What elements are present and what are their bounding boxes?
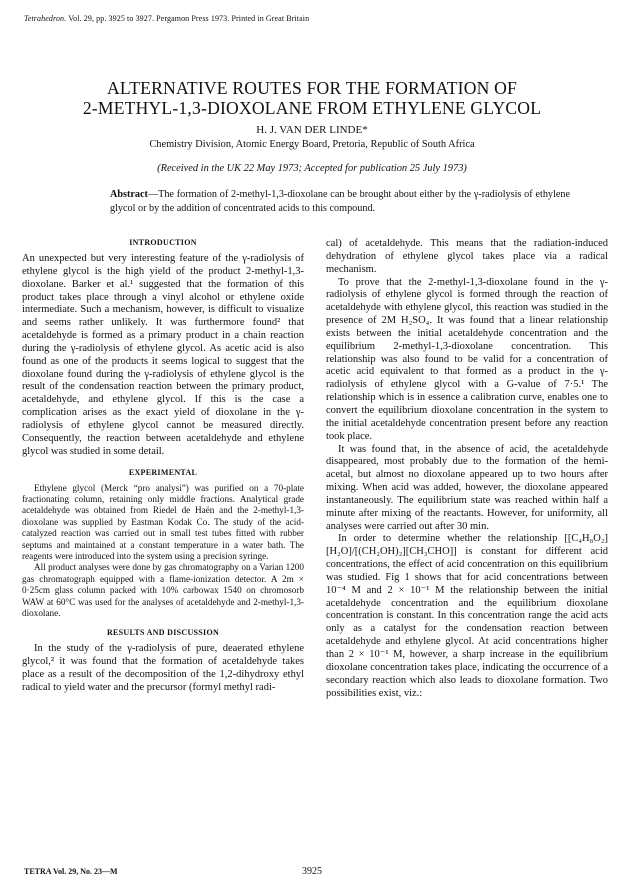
introduction-heading: INTRODUCTION: [129, 238, 197, 247]
experimental-heading: EXPERIMENTAL: [128, 467, 198, 477]
title-line-1: ALTERNATIVE ROUTES FOR THE FORMATION OF: [106, 78, 518, 98]
results-paragraph-3: It was found that, in the absence of acid, the acetaldehyde disappeared, most probably due to the formation of the hemi-acetal, but almost no dioxolane appeared up to two hours after mixing. When acid was added, however, the dioxolane appeared instantaneously. The equilibrium state was reached within half a minute after mixing of the reactants. However, for uniformity, all analyses were carried out after 30 min.: [326, 443, 608, 532]
experimental-paragraph-2: All product analyses were done by gas chromatography on a Varian 1200 gas chromatograph equipped with a flame-ionization detector. A 2m × 0·25cm glass column packed with 10% carbowax 1540 on chromosorb WAW at 60°C was used for the analyses of acetaldehyde and 2-methyl-1,3-dioxolane.: [22, 562, 304, 618]
results-paragraph-4: In order to determine whether the relationship [[C₄H₈O₂][H₂O]/[(CH₂OH)₂][CH₃CHO]] is constant for different acid concentrations, the effect of acid concentration on this equilibrium was studied. Fig 1 shows that for acid concentrations between 10⁻⁴ M and 2 × 10⁻¹ M the relationship between the initial acetaldehyde concentration and the equilibrium dioxolane concentration is constant. In this concentration range the acid acts only as a catalyst for the condensation reaction between acetaldehyde and ethylene glycol. At acid concentrations higher than 2 × 10⁻¹ M, however, a sharp increase in the equilibrium dioxolane concentration takes place, indicating the occurrence of a secondary reaction which also leads to dioxolane formation. Two possibilities exist, viz.:: [326, 533, 608, 699]
results-paragraph-1-start: In the study of the γ-radiolysis of pure, deaerated ethylene glycol,² it was found that the formation of acetaldehyde takes place as a result of the decomposition of the 1,2-dihydroxy ethyl radical to yield water and the precursor (formyl methyl radi-: [22, 643, 304, 693]
abstract-label: Abstract: [110, 189, 148, 200]
abstract: [110, 188, 570, 215]
left-column: [22, 238, 304, 695]
introduction-paragraph: An unexpected but very interesting feature of the γ-radiolysis of ethylene glycol is the high yield of the product 2-methyl-1,3-dioxolane. Barker et al.¹ suggested that the formation of this product takes place through a vinyl alcohol or ethylene oxide intermediate. Such a mechanism, however, is difficult to visualize and seems rather unlikely. It was furthermore found² that acetaldehyde is formed as a primary product in a chain reaction during the γ-radiolysis of ethylene glycol. As acetic acid is also found as one of the products it seems logical to suggest that the dioxolane found during the γ-radiolysis of ethylene glycol is the result of the condensation reaction between the primary product, acetaldehyde, and ethylene glycol. If this is the case a complication arises as the exact yield of dioxolane in the γ-radiolysis of ethylene glycol cannot be measured directly. Consequently, the reaction between acetaldehyde and ethylene glycol was studied in some detail.: [22, 253, 304, 457]
experimental-paragraph-1: Ethylene glycol (Merck “pro analysi”) was purified on a 70-plate fractionating column, retaining only middle fractions. Analytical grade acetaldehyde was obtained from Riedel de Haën and the 2-methyl-1,3-dioxolane was supplied by Eastman Kodak Co. The study of the acid-catalyzed reaction was carried out in small test tubes fitted with rubber septums and maintained at a constant temperature in a water bath. The reagents were introduced into the system using a precision syringe.: [22, 482, 304, 561]
page-number: 3925: [302, 866, 322, 877]
journal-details: Vol. 29, pp. 3925 to 3927. Pergamon Press 1973. Printed in Great Britain: [68, 14, 310, 23]
title-line-2: 2-METHYL-1,3-DIOXOLANE FROM ETHYLENE GLYCOL: [82, 98, 542, 118]
results-heading: RESULTS AND DISCUSSION: [106, 628, 220, 638]
results-paragraph-2: To prove that the 2-methyl-1,3-dioxolane found in the γ-radiolysis of ethylene glycol is formed through the reaction of acetaldehyde with ethylene glycol, this reaction was studied in the presence of 2M H₂SO₄. It was found that a linear relationship exists between the initial acetaldehyde concentration and the equilibrium 2-methyl-1,3-dioxolane concentration. This relationship was also found to be valid for a concentration of acetic acid equivalent to that formed as a product in the γ-radiolysis of ethylene glycol with a G-value of 7·5.¹ The relationship which is in essence a calibration curve, enables one to convert the equilibrium dioxolane concentration in the system to the initial acetaldehyde concentration present before any reaction took place.: [326, 276, 608, 442]
running-head: [24, 14, 604, 23]
received-dates: (Received in the UK 22 May 1973; Accepted for publication 25 July 1973): [157, 163, 467, 174]
abstract-text: —The formation of 2-methyl-1,3-dioxolane can be brought about either by the γ-radiolysis of ethylene glycol or by the addition of concentrated acids to this compound.: [110, 189, 570, 214]
results-paragraph-1-end: cal) of acetaldehyde. This means that the radiation-induced dehydration of ethylene glycol takes place via a radical mechanism.: [326, 238, 608, 275]
journal-name: Tetrahedron.: [24, 14, 67, 23]
author: H. J. VAN DER LINDE*: [256, 124, 368, 136]
affiliation: Chemistry Division, Atomic Energy Board, Pretoria, Republic of South Africa: [149, 139, 475, 150]
right-column: [326, 238, 608, 700]
footer-journal-ref: TETRA Vol. 29, No. 23—M: [24, 867, 118, 876]
experimental-section: [22, 483, 304, 620]
paper-title: [20, 78, 604, 118]
